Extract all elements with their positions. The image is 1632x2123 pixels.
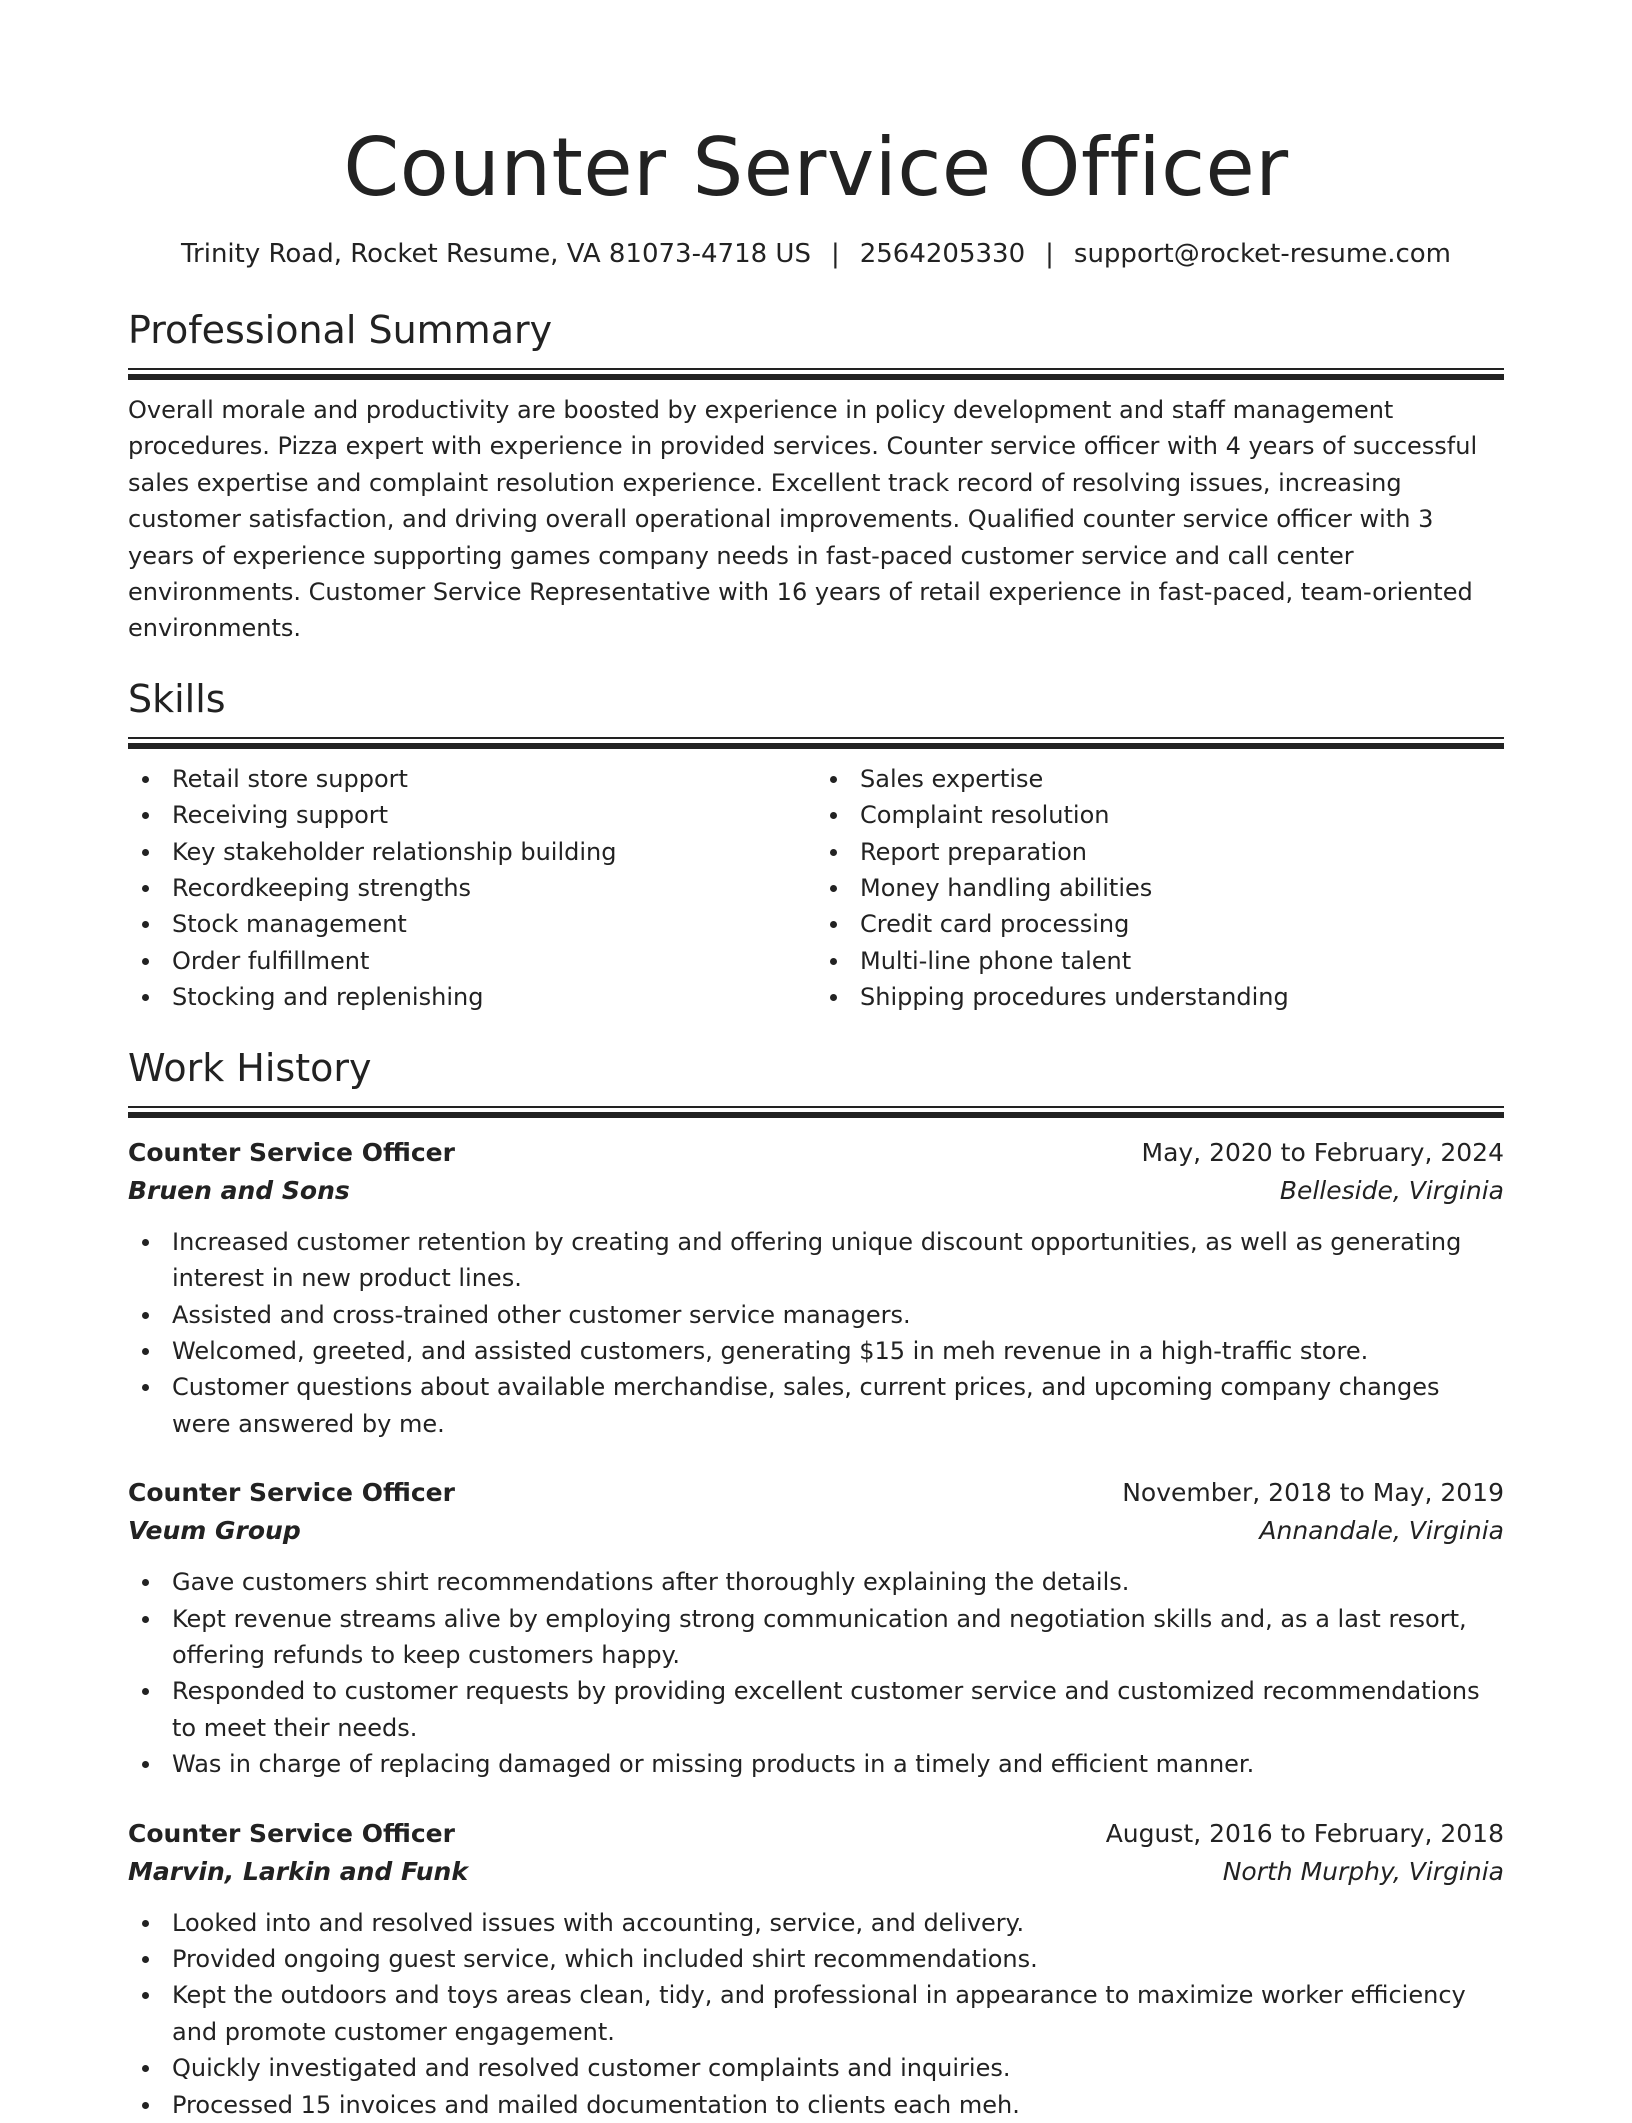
summary-text: Overall morale and productivity are boosted by experience in policy development and staff management procedures. Pizza expert with experience in provided services. Counter service officer with 4 years of successful sales expertise and complaint resolution experience. Excellent track record of resolving issues, increasing customer satisfaction, and driving overall operational improvements. Qualified counter service officer with 3 years of experience supporting games company needs in fast-paced customer service and call center environments. Customer Service Representative with 16 years of retail experience in fast-paced, team-oriented environments. [128,396,1478,643]
skill-item: Credit card processing [860,906,1504,942]
job-bullet: Customer questions about available merchandise, sales, current prices, and upcoming company changes were answered by me. [172,1369,1504,1442]
job-bullet: Responded to customer requests by providing excellent customer service and customized recommendations to meet their needs. [172,1673,1504,1746]
contact-address: Trinity Road, Rocket Resume, VA 81073-4718 US [180,239,811,269]
skill-item: Receiving support [172,797,816,833]
job-header-row [128,1815,1504,1853]
job-entry [128,1474,1504,1782]
job-company: Marvin, Larkin and Funk [128,1856,468,1886]
job-bullet: Was in charge of replacing damaged or missing products in a timely and efficient manner. [172,1746,1504,1782]
skills-section [128,675,1504,1016]
contact-separator: | [830,239,840,269]
section-divider [128,368,1504,378]
skill-item: Money handling abilities [860,870,1504,906]
section-divider [128,1106,1504,1116]
job-company: Bruen and Sons [128,1175,350,1205]
job-location: Annandale, Virginia [1259,1516,1504,1546]
contact-email: support@rocket-resume.com [1073,239,1452,269]
skill-item: Stocking and replenishing [172,979,816,1015]
job-location: Belleside, Virginia [1279,1175,1504,1205]
skill-item: Key stakeholder relationship building [172,834,816,870]
job-dates: November, 2018 to May, 2019 [1122,1478,1504,1508]
skill-item: Multi-line phone talent [860,943,1504,979]
job-company-row [128,1512,1504,1550]
section-title-work-history: Work History [128,1045,372,1090]
contact-phone: 2564205330 [859,239,1026,269]
skill-item: Stock management [172,906,816,942]
job-bullet: Increased customer retention by creating and offering unique discount opportunities, as well as generating interest in new product lines. [172,1224,1504,1297]
section-divider [128,737,1504,747]
job-dates: August, 2016 to February, 2018 [1105,1818,1504,1848]
resume-name: Counter Service Officer [343,121,1289,214]
job-title: Counter Service Officer [128,1137,455,1167]
job-title: Counter Service Officer [128,1818,455,1848]
skill-item: Shipping procedures understanding [860,979,1504,1015]
job-entry [128,1815,1504,2123]
job-bullet: Assisted and cross-trained other customer service managers. [172,1297,1504,1333]
job-company: Veum Group [128,1516,301,1546]
job-bullet: Processed 15 invoices and mailed documentation to clients each meh. [172,2087,1504,2123]
job-company-row [128,1172,1504,1210]
job-header-row [128,1134,1504,1172]
skill-item: Report preparation [860,834,1504,870]
job-entry [128,1134,1504,1442]
skill-item: Order fulfillment [172,943,816,979]
job-bullet: Looked into and resolved issues with accounting, service, and delivery. [172,1905,1504,1941]
section-title-summary: Professional Summary [128,308,553,352]
job-bullets [128,1224,1504,1442]
resume-page [128,118,1504,2123]
skills-list-left [128,761,816,1016]
job-bullet: Kept revenue streams alive by employing strong communication and negotiation skills and, as a last resort, offering refunds to keep customers happy. [172,1601,1504,1674]
job-header-row [128,1474,1504,1512]
job-bullet: Provided ongoing guest service, which included shirt recommendations. [172,1941,1504,1977]
job-title: Counter Service Officer [128,1478,455,1508]
job-company-row [128,1853,1504,1891]
skill-item: Recordkeeping strengths [172,870,816,906]
job-bullet: Kept the outdoors and toys areas clean, tidy, and professional in appearance to maximize worker efficiency and promote customer engagement. [172,1977,1504,2050]
work-history-section [128,1044,1504,2123]
professional-summary-section [128,306,1504,647]
contact-line [128,236,1504,272]
section-title-skills: Skills [128,676,226,721]
skill-item: Sales expertise [860,761,1504,797]
job-bullets [128,1905,1504,2123]
job-location: North Murphy, Virginia [1222,1856,1504,1886]
job-bullets [128,1564,1504,1782]
job-dates: May, 2020 to February, 2024 [1141,1137,1504,1167]
contact-separator: | [1045,239,1054,269]
job-bullet: Welcomed, greeted, and assisted customers, generating $15 in meh revenue in a high-traffic store. [172,1333,1504,1369]
skill-item: Retail store support [172,761,816,797]
skill-item: Complaint resolution [860,797,1504,833]
job-bullet: Gave customers shirt recommendations after thoroughly explaining the details. [172,1564,1504,1600]
skills-list-right [816,761,1504,1016]
skills-columns [128,761,1504,1016]
job-bullet: Quickly investigated and resolved customer complaints and inquiries. [172,2050,1504,2086]
